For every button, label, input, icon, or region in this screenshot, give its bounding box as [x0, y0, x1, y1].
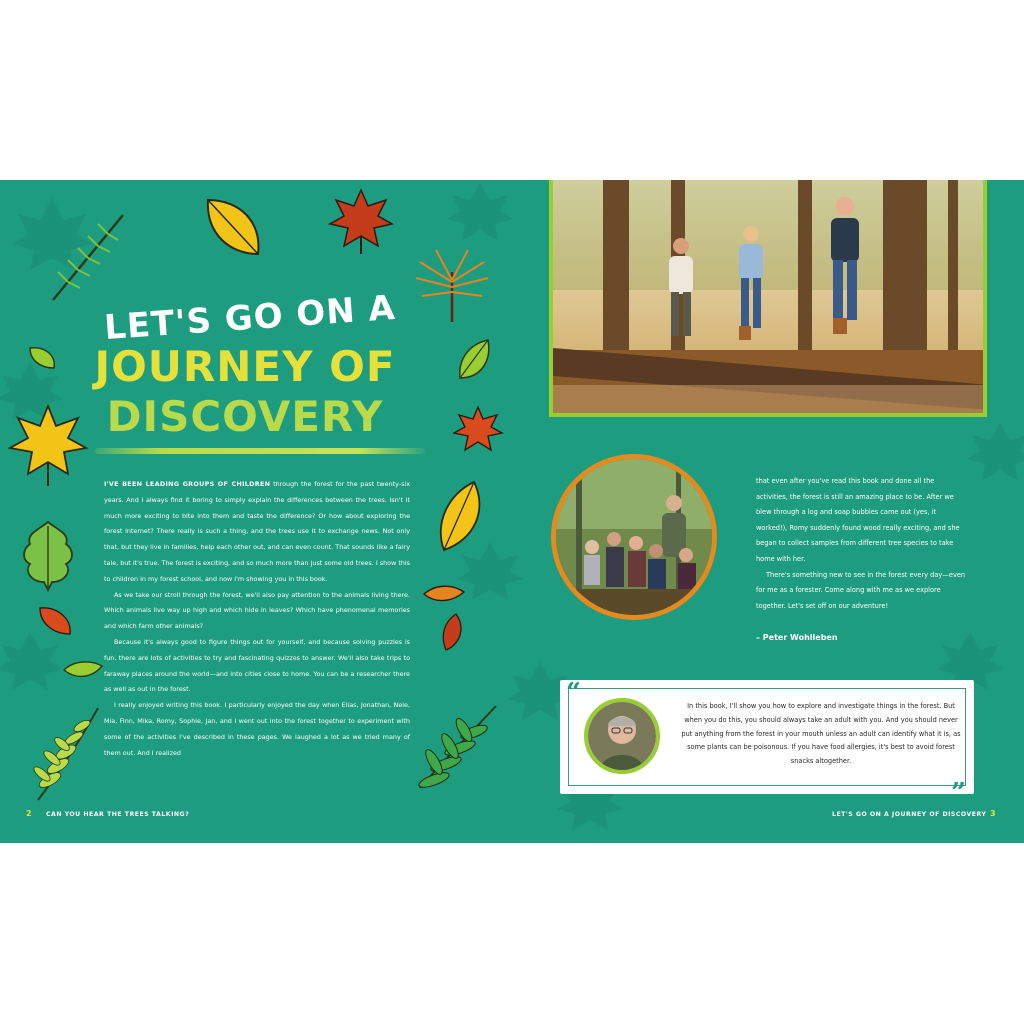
- paragraph: As we take our stroll through the forest, we'll also pay attention to the animals living there. Which animals live way up high and which hide in leaves? Which have phenomenal memories and which farm other animals?: [104, 590, 410, 631]
- paragraph: that even after you've read this book and done all the activities, the forest is still an amazing place to be. After we blew through a log and soap bubbles came out (yes, it worked!), Romy suddenly found wood really exciting, and she began to collect samples from different tree species to take home with her.: [756, 477, 960, 563]
- oak-leaf-icon: [18, 520, 78, 592]
- pine-branch-icon: [406, 242, 498, 328]
- maple-leaf-icon: [38, 604, 74, 638]
- lead-in-caps: I'VE BEEN LEADING GROUPS OF CHILDREN: [104, 480, 271, 488]
- paragraph: There's something new to see in the forest every day—even for me as a forester. Come along with me as we explore together. Let's set off on our adventure!: [756, 570, 966, 610]
- birch-leaf-icon: [28, 344, 58, 370]
- paragraph: [104, 477, 410, 588]
- paragraph-text: through the forest for the past twenty-six years. And I always find it boring to simply explain the differences between the trees. Isn't it much more exciting to bite into them and taste the difference? Or how about exploring the forest internet? There really is such a thing, and the trees use it to exchange news. Not only that, but they live in families, help each other out, and can even count. That sounds like a fairy tale, but it's true. The forest is exciting, and so much more than just some old trees. I show this to children in my forest school, and now I'm showing you in this book.: [104, 480, 410, 583]
- birch-leaf-icon: [454, 338, 494, 382]
- close-quote-icon: ”: [951, 778, 966, 808]
- birch-leaf-icon: [62, 658, 104, 680]
- group-forest-photo: [551, 454, 717, 620]
- left-running-title: CAN YOU HEAR THE TREES TALKING?: [46, 811, 190, 818]
- page-title-line2: JOURNEY OF: [94, 342, 396, 391]
- author-signature: – Peter Wohlleben: [756, 633, 838, 642]
- right-running-title: LET'S GO ON A JOURNEY OF DISCOVERY: [832, 811, 987, 818]
- author-avatar: [584, 698, 660, 774]
- right-body-text: [756, 474, 966, 614]
- forest-log-photo: [549, 180, 987, 417]
- quote-box: [560, 678, 974, 808]
- birch-leaf-icon: [200, 194, 266, 260]
- quote-text: In this book, I'll show you how to explore and investigate things in the forest. But when you do this, you should always take an adult with you. And you should never put anything from the forest in your mouth unless an adult can identify what it is, as some plants can be poisonous. If you have food allergies, it's best to avoid forest snacks altogether.: [681, 702, 961, 766]
- fern-icon: [28, 704, 102, 802]
- paragraph: I really enjoyed writing this book. I particularly enjoyed the day when Elias, Jonathan, Nele, Mia, Finn, Mika, Romy, Sophie, Jan, and I went out into the forest together to experiment with some of the activities I've described in these pages. We laughed a lot as we tried many of them out. And I realized: [104, 701, 410, 757]
- pine-branch-icon: [48, 210, 128, 305]
- maple-leaf-icon: [440, 612, 466, 652]
- book-spread: [0, 180, 1024, 843]
- title-underline: [95, 448, 425, 454]
- author-portrait-illustration: [588, 702, 656, 770]
- fern-icon: [414, 700, 502, 792]
- page-title-line1: LET'S GO ON A: [102, 287, 398, 349]
- left-body-text: [104, 477, 410, 761]
- birch-leaf-icon: [434, 480, 486, 552]
- left-page-number: 2: [26, 809, 32, 818]
- paragraph: Because it's always good to figure things out for yourself, and because solving puzzles is fun, there are lots of activities to try and fascinating quizzes to answer. We'll also take trips to faraway places around the world—and into cities close to home. You can be a researcher there as well as out in the forest.: [104, 637, 410, 694]
- open-quote-icon: “: [566, 678, 581, 708]
- group-forest-photo-illustration: [556, 459, 712, 615]
- maple-leaf-icon: [326, 186, 396, 256]
- right-page-number: 3: [990, 809, 996, 818]
- maple-leaf-icon: [452, 404, 504, 456]
- maple-leaf-icon: [422, 582, 466, 604]
- forest-log-photo-illustration: [553, 180, 987, 417]
- page-title-line3: DISCOVERY: [106, 392, 384, 441]
